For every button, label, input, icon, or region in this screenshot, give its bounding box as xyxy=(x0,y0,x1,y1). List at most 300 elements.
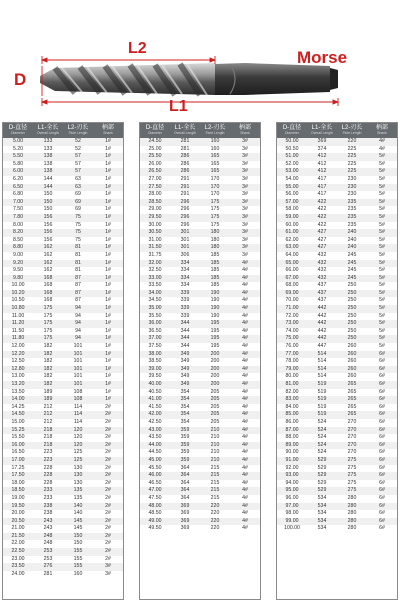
table-cell: 13.50 xyxy=(11,388,25,395)
table-row xyxy=(3,297,123,305)
table-cell: 49.50 xyxy=(148,525,162,532)
table-cell: 260 xyxy=(347,365,357,372)
table-cell: 1# xyxy=(105,168,111,175)
table-cell: 162 xyxy=(43,244,53,251)
table-cell: 69 xyxy=(75,206,81,213)
table-cell: 442 xyxy=(317,305,327,312)
table-cell: 220 xyxy=(347,138,357,144)
table-row xyxy=(140,282,260,290)
table-cell: 80.00 xyxy=(285,373,299,380)
table-cell: 205 xyxy=(210,411,220,418)
table-row xyxy=(277,153,397,161)
table-cell: 354 xyxy=(180,403,190,410)
table-cell: 189 xyxy=(43,388,53,395)
table-cell: 45.00 xyxy=(148,456,162,463)
table-body xyxy=(3,138,123,578)
table-cell: 210 xyxy=(210,441,220,448)
table-cell: 160 xyxy=(210,145,220,152)
table-row xyxy=(3,138,123,146)
table-cell: 359 xyxy=(180,449,190,456)
table-cell: 4# xyxy=(379,145,385,152)
table-cell: 286 xyxy=(180,160,190,167)
table-cell: 2# xyxy=(105,548,111,555)
table-cell: 6# xyxy=(379,434,385,441)
table-cell: 5# xyxy=(379,289,385,296)
table-cell: 31.75 xyxy=(148,251,162,258)
table-header xyxy=(3,123,123,138)
table-cell: 334 xyxy=(180,259,190,266)
table-cell: 2# xyxy=(105,479,111,486)
table-cell: 63 xyxy=(75,175,81,182)
table-cell: 275 xyxy=(347,456,357,463)
table-row xyxy=(140,480,260,488)
table-cell: 235 xyxy=(347,221,357,228)
table-cell: 165 xyxy=(210,160,220,167)
table-cell: 1# xyxy=(105,145,111,152)
header-title: 柄部 xyxy=(238,125,251,132)
table-column-1 xyxy=(2,122,124,600)
table-cell: 108 xyxy=(73,396,83,403)
header-cell xyxy=(367,123,397,138)
table-cell: 17.50 xyxy=(11,472,25,479)
table-cell: 2# xyxy=(105,449,111,456)
header-subtitle: Overall Length xyxy=(310,131,334,136)
table-cell: 14.25 xyxy=(11,403,25,410)
table-cell: 364 xyxy=(180,487,190,494)
table-row xyxy=(3,168,123,176)
table-cell: 250 xyxy=(347,335,357,342)
table-cell: 125 xyxy=(73,456,83,463)
table-cell: 4# xyxy=(242,479,248,486)
table-cell: 6.20 xyxy=(12,175,24,182)
table-cell: 81 xyxy=(75,251,81,258)
table-cell: 4# xyxy=(242,381,248,387)
table-cell: 190 xyxy=(210,312,220,319)
header-cell xyxy=(307,123,337,138)
table-cell: 6# xyxy=(379,479,385,486)
header-subtitle: Shank xyxy=(240,131,250,136)
table-cell: 5# xyxy=(379,198,385,205)
header-cell xyxy=(3,123,33,138)
table-cell: 200 xyxy=(210,373,220,380)
table-cell: 280 xyxy=(347,494,357,501)
table-cell: 155 xyxy=(73,555,83,562)
table-cell: 7.80 xyxy=(12,213,24,220)
table-cell: 230 xyxy=(347,191,357,198)
label-l1: L1 xyxy=(169,98,188,115)
table-cell: 108 xyxy=(73,388,83,395)
table-cell: 47.50 xyxy=(148,494,162,501)
header-subtitle: Shank xyxy=(377,131,387,136)
table-cell: 31.50 xyxy=(148,244,162,251)
table-cell: 12.20 xyxy=(11,350,25,357)
table-cell: 34.50 xyxy=(148,297,162,304)
header-title: D-直径 xyxy=(8,125,28,132)
table-row xyxy=(3,229,123,237)
table-cell: 225 xyxy=(347,168,357,175)
table-cell: 5# xyxy=(379,221,385,228)
table-cell: 49.00 xyxy=(148,517,162,524)
table-cell: 32.00 xyxy=(148,259,162,266)
table-cell: 3# xyxy=(242,251,248,258)
table-cell: 12.00 xyxy=(11,343,25,350)
table-row xyxy=(3,442,123,450)
table-row xyxy=(140,335,260,343)
table-cell: 5# xyxy=(379,335,385,342)
table-cell: 437 xyxy=(317,282,327,289)
header-cell xyxy=(200,123,230,138)
table-cell: 3# xyxy=(242,191,248,198)
table-cell: 6# xyxy=(379,388,385,395)
table-cell: 270 xyxy=(347,434,357,441)
table-cell: 48.00 xyxy=(148,502,162,509)
table-cell: 364 xyxy=(180,464,190,471)
table-cell: 2# xyxy=(105,517,111,524)
table-cell: 26.50 xyxy=(148,168,162,175)
table-row xyxy=(277,449,397,457)
table-cell: 5# xyxy=(379,297,385,304)
table-cell: 210 xyxy=(210,434,220,441)
table-row xyxy=(277,176,397,184)
table-row xyxy=(277,320,397,328)
table-cell: 4# xyxy=(242,297,248,304)
table-row xyxy=(277,419,397,427)
table-row xyxy=(140,252,260,260)
table-cell: 2# xyxy=(105,525,111,532)
table-cell: 1# xyxy=(105,343,111,350)
table-row xyxy=(140,290,260,298)
table-row xyxy=(140,191,260,199)
table-cell: 57 xyxy=(75,153,81,160)
table-cell: 195 xyxy=(210,343,220,350)
table-cell: 432 xyxy=(317,274,327,281)
table-cell: 1# xyxy=(105,213,111,220)
table-cell: 4# xyxy=(242,388,248,395)
table-row xyxy=(3,434,123,442)
table-cell: 412 xyxy=(317,168,327,175)
table-cell: 519 xyxy=(317,388,327,395)
label-l2: L2 xyxy=(128,40,147,57)
table-cell: 4# xyxy=(242,411,248,418)
table-cell: 417 xyxy=(317,183,327,190)
table-row xyxy=(140,184,260,192)
header-cell xyxy=(140,123,170,138)
table-row xyxy=(140,138,260,146)
table-cell: 275 xyxy=(347,487,357,494)
table-cell: 24.00 xyxy=(11,570,25,577)
table-cell: 42.50 xyxy=(148,418,162,425)
table-cell: 447 xyxy=(317,343,327,350)
table-cell: 281 xyxy=(180,145,190,152)
table-cell: 78.00 xyxy=(285,358,299,365)
table-row xyxy=(277,290,397,298)
table-cell: 1# xyxy=(105,244,111,251)
table-cell: 427 xyxy=(317,236,327,243)
table-row xyxy=(277,267,397,275)
table-cell: 2# xyxy=(105,418,111,425)
table-cell: 1# xyxy=(105,175,111,182)
table-cell: 34.00 xyxy=(148,289,162,296)
table-row xyxy=(3,495,123,503)
table-cell: 45.50 xyxy=(148,464,162,471)
label-morse: Morse xyxy=(297,48,348,67)
table-cell: 182 xyxy=(43,350,53,357)
table-cell: 1# xyxy=(105,327,111,334)
table-cell: 1# xyxy=(105,198,111,205)
table-cell: 31.00 xyxy=(148,236,162,243)
table-cell: 185 xyxy=(210,251,220,258)
table-row xyxy=(277,252,397,260)
table-cell: 212 xyxy=(43,403,53,410)
table-cell: 354 xyxy=(180,388,190,395)
table-cell: 160 xyxy=(210,138,220,144)
table-cell: 162 xyxy=(43,251,53,258)
table-cell: 54.00 xyxy=(285,175,299,182)
table-cell: 4# xyxy=(242,343,248,350)
table-row xyxy=(140,146,260,154)
table-cell: 5# xyxy=(379,191,385,198)
table-cell: 10.80 xyxy=(11,305,25,312)
table-row xyxy=(3,214,123,222)
table-cell: 87 xyxy=(75,274,81,281)
table-row xyxy=(3,153,123,161)
table-row xyxy=(140,313,260,321)
table-row xyxy=(277,434,397,442)
header-title: 柄部 xyxy=(375,125,388,132)
table-cell: 120 xyxy=(73,426,83,433)
table-cell: 2# xyxy=(105,411,111,418)
header-cell xyxy=(337,123,367,138)
table-cell: 3# xyxy=(242,168,248,175)
table-row xyxy=(3,335,123,343)
table-cell: 248 xyxy=(43,532,53,539)
table-cell: 180 xyxy=(210,244,220,251)
table-row xyxy=(3,351,123,359)
table-cell: 145 xyxy=(73,517,83,524)
table-cell: 6# xyxy=(379,472,385,479)
table-cell: 270 xyxy=(347,441,357,448)
table-cell: 4# xyxy=(242,335,248,342)
table-row xyxy=(277,404,397,412)
table-cell: 43.50 xyxy=(148,434,162,441)
table-cell: 130 xyxy=(73,464,83,471)
table-row xyxy=(3,275,123,283)
table-cell: 3# xyxy=(242,145,248,152)
table-cell: 2# xyxy=(105,502,111,509)
table-cell: 205 xyxy=(210,388,220,395)
header-subtitle: Flute Length xyxy=(342,131,362,136)
table-row xyxy=(3,206,123,214)
table-cell: 87 xyxy=(75,297,81,304)
table-cell: 5# xyxy=(379,213,385,220)
table-cell: 86.00 xyxy=(285,418,299,425)
table-cell: 374 xyxy=(317,145,327,152)
table-row xyxy=(3,510,123,518)
table-cell: 5# xyxy=(379,312,385,319)
table-row xyxy=(277,366,397,374)
table-cell: 87.00 xyxy=(285,426,299,433)
table-row xyxy=(140,267,260,275)
table-cell: 32.50 xyxy=(148,267,162,274)
table-cell: 39.00 xyxy=(148,365,162,372)
table-cell: 1# xyxy=(105,373,111,380)
table-cell: 275 xyxy=(347,479,357,486)
table-cell: 41.00 xyxy=(148,396,162,403)
table-cell: 5# xyxy=(379,175,385,182)
table-cell: 36.50 xyxy=(148,327,162,334)
table-cell: 4# xyxy=(242,426,248,433)
table-cell: 82.00 xyxy=(285,388,299,395)
table-cell: 4# xyxy=(242,464,248,471)
table-row xyxy=(3,176,123,184)
table-cell: 233 xyxy=(43,494,53,501)
table-cell: 23.50 xyxy=(11,563,25,570)
table-cell: 2# xyxy=(105,456,111,463)
table-cell: 81 xyxy=(75,267,81,274)
header-subtitle: Diameter xyxy=(11,131,25,136)
table-cell: 114 xyxy=(73,411,83,418)
table-cell: 81.00 xyxy=(285,381,299,387)
table-cell: 43.00 xyxy=(148,426,162,433)
table-cell: 19.50 xyxy=(11,502,25,509)
table-cell: 200 xyxy=(210,365,220,372)
table-row xyxy=(3,313,123,321)
table-cell: 1# xyxy=(105,206,111,213)
table-cell: 220 xyxy=(210,525,220,532)
table-row xyxy=(277,427,397,435)
table-body xyxy=(277,138,397,533)
table-cell: 228 xyxy=(43,472,53,479)
table-cell: 130 xyxy=(73,479,83,486)
table-row xyxy=(277,244,397,252)
table-cell: 369 xyxy=(180,502,190,509)
table-cell: 10.00 xyxy=(11,282,25,289)
table-cell: 63 xyxy=(75,183,81,190)
table-cell: 4# xyxy=(242,418,248,425)
table-cell: 215 xyxy=(210,464,220,471)
table-row xyxy=(277,487,397,495)
table-cell: 21.50 xyxy=(11,532,25,539)
table-row xyxy=(277,351,397,359)
table-cell: 514 xyxy=(317,365,327,372)
table-cell: 7.50 xyxy=(12,206,24,213)
table-cell: 291 xyxy=(180,191,190,198)
header-title: 柄部 xyxy=(101,125,114,132)
table-cell: 1# xyxy=(105,251,111,258)
table-cell: 253 xyxy=(43,555,53,562)
table-cell: 125 xyxy=(73,449,83,456)
table-row xyxy=(140,442,260,450)
table-cell: 412 xyxy=(317,160,327,167)
table-cell: 6# xyxy=(379,494,385,501)
table-cell: 253 xyxy=(43,548,53,555)
table-cell: 97.00 xyxy=(285,502,299,509)
table-cell: 42.00 xyxy=(148,411,162,418)
table-row xyxy=(140,222,260,230)
table-header xyxy=(140,123,260,138)
table-cell: 185 xyxy=(210,282,220,289)
table-cell: 7.00 xyxy=(12,198,24,205)
table-cell: 250 xyxy=(347,320,357,327)
table-row xyxy=(3,373,123,381)
table-row xyxy=(140,168,260,176)
table-cell: 85.00 xyxy=(285,411,299,418)
table-cell: 276 xyxy=(43,563,53,570)
header-title: L2-刃长 xyxy=(204,125,226,132)
table-cell: 524 xyxy=(317,426,327,433)
table-cell: 94 xyxy=(75,312,81,319)
table-cell: 195 xyxy=(210,335,220,342)
table-cell: 23.00 xyxy=(11,555,25,562)
table-cell: 68.00 xyxy=(285,282,299,289)
table-cell: 133 xyxy=(43,138,53,144)
table-cell: 3# xyxy=(242,236,248,243)
table-cell: 427 xyxy=(317,229,327,236)
header-subtitle: Shank xyxy=(103,131,113,136)
table-cell: 4# xyxy=(242,510,248,517)
table-cell: 225 xyxy=(347,145,357,152)
header-title: L1-全长 xyxy=(174,125,196,132)
table-row xyxy=(277,373,397,381)
table-cell: 4# xyxy=(242,289,248,296)
table-row xyxy=(3,267,123,275)
table-row xyxy=(277,525,397,533)
table-cell: 168 xyxy=(43,274,53,281)
table-row xyxy=(277,199,397,207)
table-cell: 56.00 xyxy=(285,191,299,198)
table-cell: 417 xyxy=(317,191,327,198)
table-cell: 11.20 xyxy=(11,320,25,327)
table-cell: 37.00 xyxy=(148,335,162,342)
table-cell: 364 xyxy=(180,479,190,486)
table-row xyxy=(277,275,397,283)
table-cell: 223 xyxy=(43,456,53,463)
table-cell: 422 xyxy=(317,221,327,228)
table-cell: 1# xyxy=(105,229,111,236)
table-cell: 514 xyxy=(317,358,327,365)
table-column-3 xyxy=(276,122,398,600)
table-cell: 53.00 xyxy=(285,168,299,175)
table-cell: 11.50 xyxy=(11,327,25,334)
table-row xyxy=(277,138,397,146)
table-cell: 5# xyxy=(379,282,385,289)
table-cell: 40.00 xyxy=(148,381,162,387)
table-cell: 6# xyxy=(379,456,385,463)
table-cell: 66.00 xyxy=(285,267,299,274)
table-cell: 4# xyxy=(242,396,248,403)
table-row xyxy=(140,229,260,237)
table-cell: 6.50 xyxy=(12,183,24,190)
table-cell: 519 xyxy=(317,396,327,403)
table-cell: 3# xyxy=(242,175,248,182)
table-cell: 200 xyxy=(210,350,220,357)
table-cell: 212 xyxy=(43,411,53,418)
table-cell: 215 xyxy=(210,487,220,494)
table-cell: 5.80 xyxy=(12,160,24,167)
table-cell: 220 xyxy=(210,502,220,509)
table-cell: 422 xyxy=(317,198,327,205)
table-cell: 18.00 xyxy=(11,479,25,486)
table-cell: 6# xyxy=(379,464,385,471)
table-cell: 5# xyxy=(379,236,385,243)
table-cell: 52 xyxy=(75,145,81,152)
table-cell: 442 xyxy=(317,327,327,334)
table-cell: 422 xyxy=(317,206,327,213)
table-cell: 248 xyxy=(43,540,53,547)
table-cell: 529 xyxy=(317,479,327,486)
table-cell: 16.50 xyxy=(11,449,25,456)
table-cell: 524 xyxy=(317,418,327,425)
